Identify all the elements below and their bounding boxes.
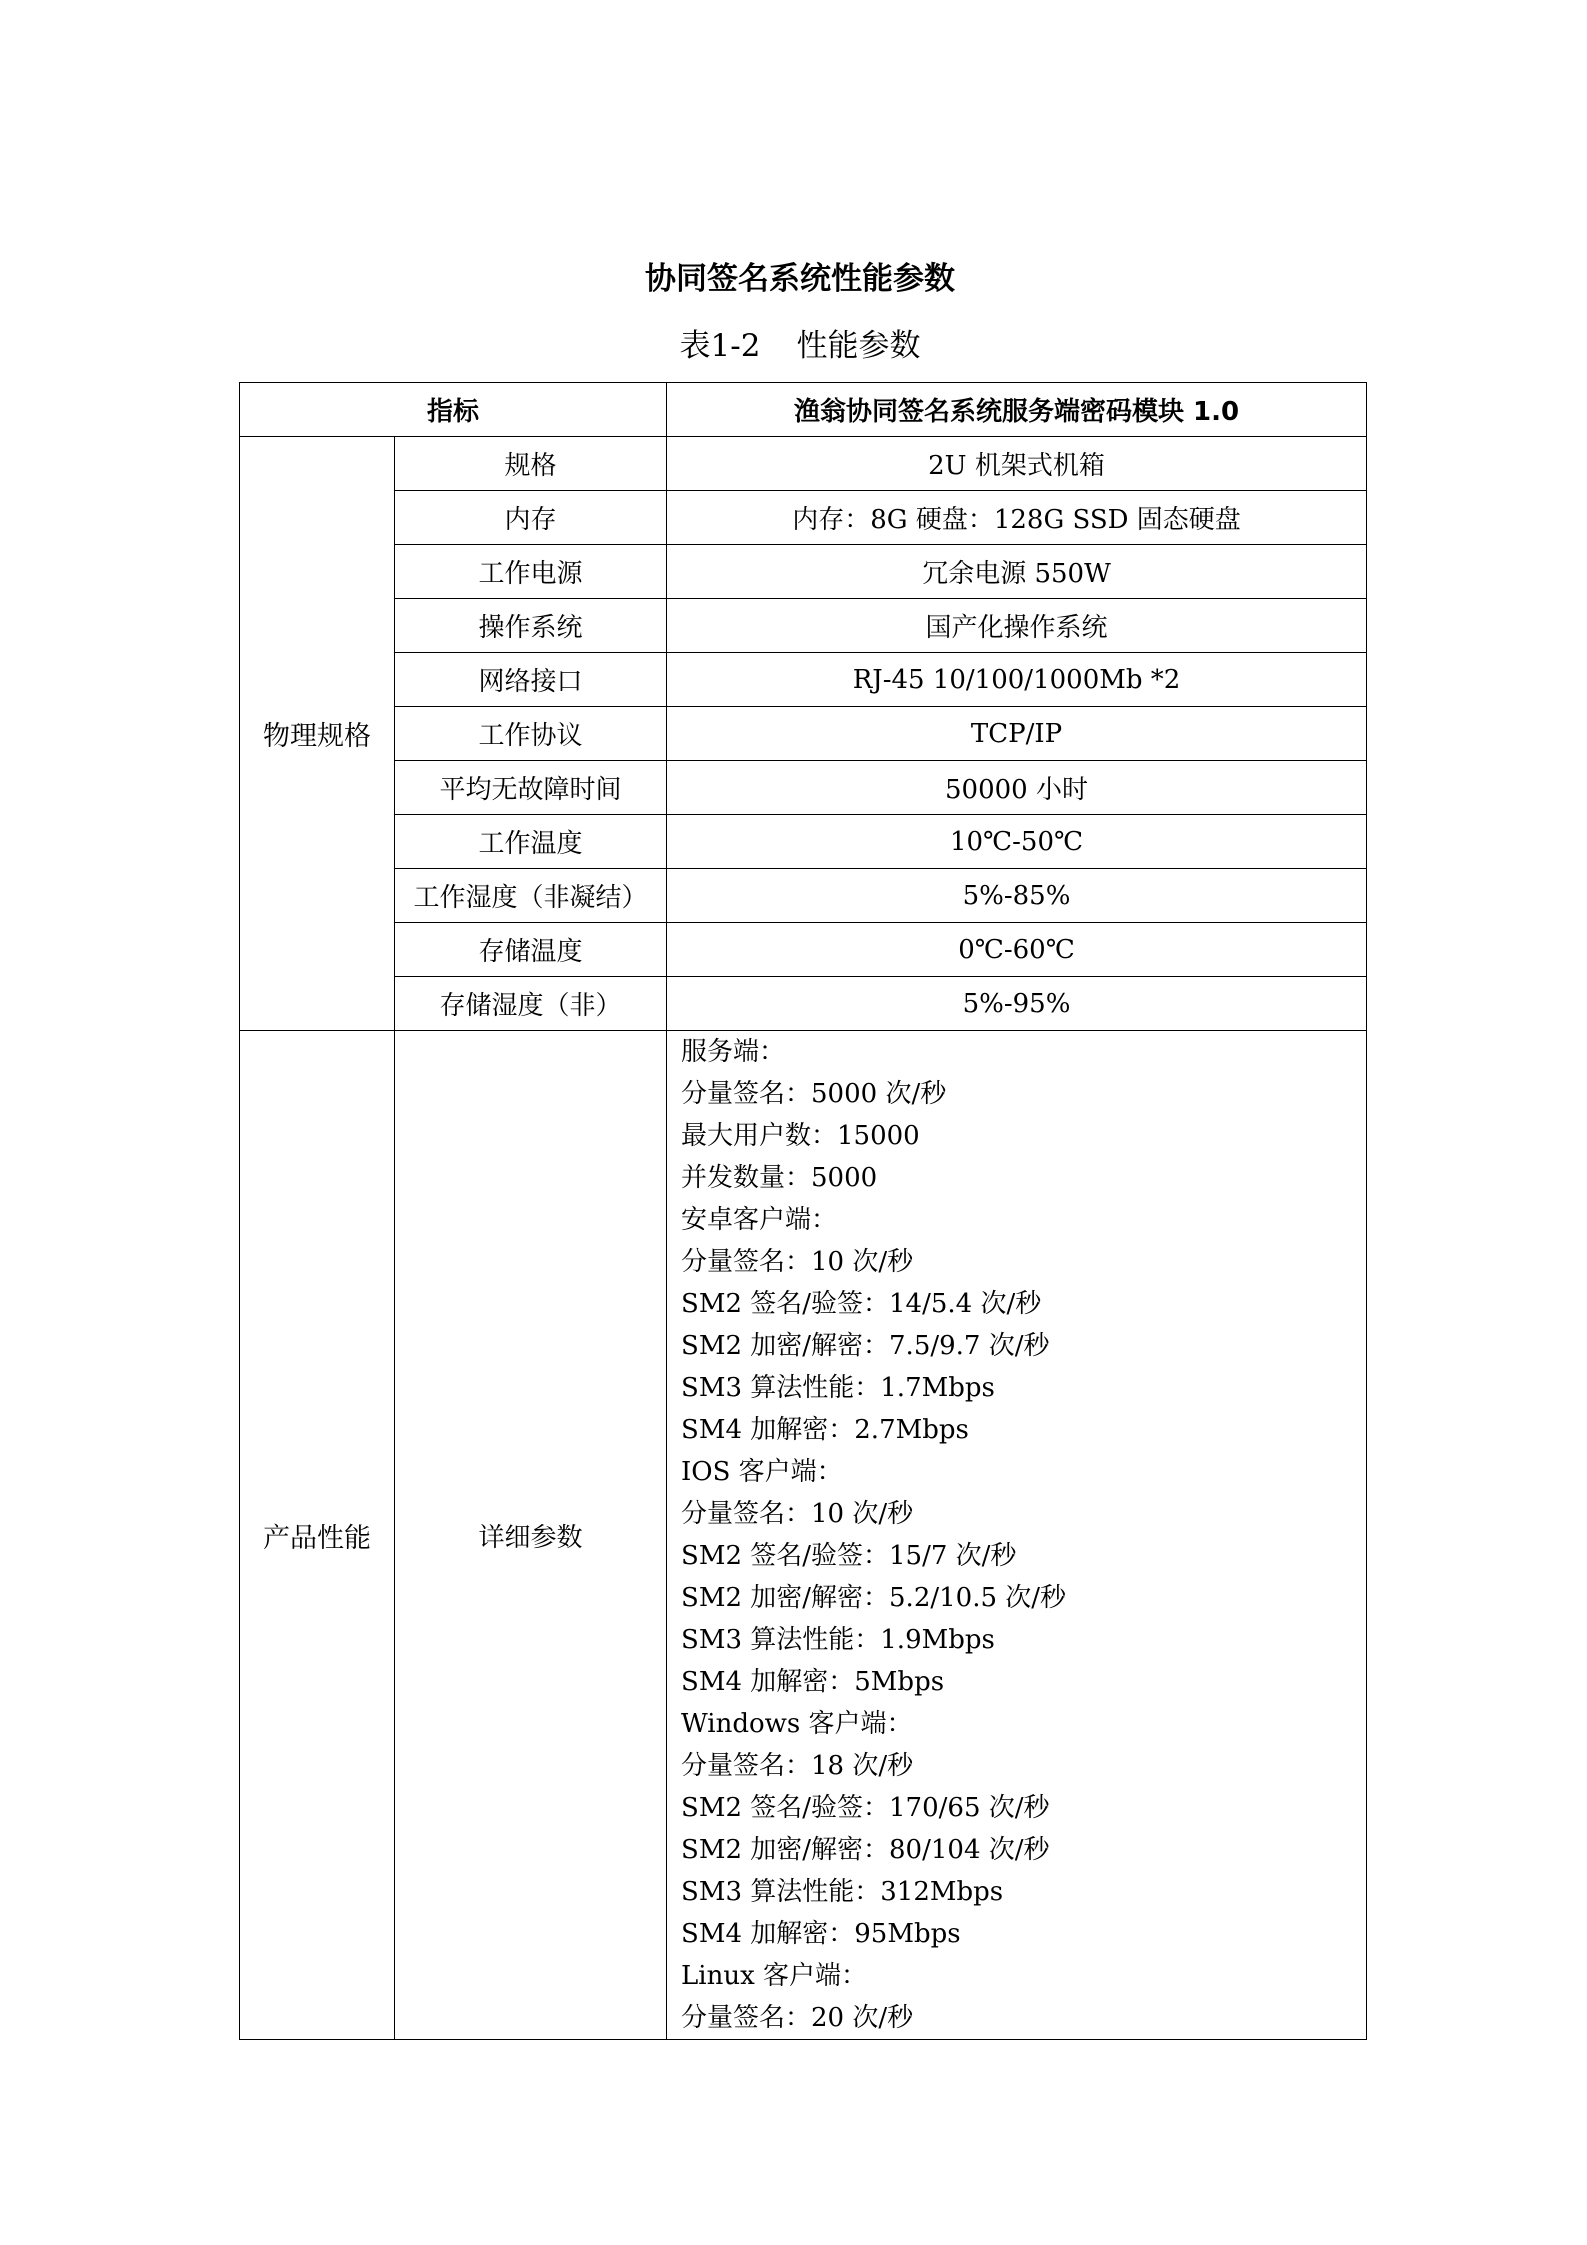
param-value: 5%-95% xyxy=(667,977,1367,1031)
document-title: 协同签名系统性能参数 xyxy=(645,261,955,297)
table-row xyxy=(240,491,1367,545)
table-row xyxy=(240,545,1367,599)
detail-line: 并发数量：5000 xyxy=(681,1163,878,1193)
table-row xyxy=(240,923,1367,977)
param-name: 内存 xyxy=(395,491,667,545)
detail-line: 分量签名：20 次/秒 xyxy=(681,2003,914,2033)
param-name: 工作协议 xyxy=(395,707,667,761)
detail-line: Linux 客户端： xyxy=(681,1961,868,1991)
param-name: 网络接口 xyxy=(395,653,667,707)
detail-line: SM2 加密/解密：80/104 次/秒 xyxy=(681,1835,1050,1865)
table-row xyxy=(240,707,1367,761)
param-name: 存储湿度（非） xyxy=(395,977,667,1031)
detail-params-list xyxy=(681,1031,1366,2039)
table-row xyxy=(240,869,1367,923)
detail-line: 安卓客户端： xyxy=(681,1205,838,1235)
param-name: 存储温度 xyxy=(395,923,667,977)
table-header-row xyxy=(240,383,1367,437)
table-row-performance xyxy=(240,1031,1367,2040)
detail-line: SM3 算法性能：312Mbps xyxy=(681,1877,1004,1907)
table-row xyxy=(240,599,1367,653)
param-name: 工作电源 xyxy=(395,545,667,599)
param-value: 国产化操作系统 xyxy=(667,599,1367,653)
detail-line: SM2 加密/解密：7.5/9.7 次/秒 xyxy=(681,1331,1050,1361)
param-name: 工作湿度（非凝结） xyxy=(395,869,667,923)
param-name: 平均无故障时间 xyxy=(395,761,667,815)
table-caption xyxy=(0,320,1587,365)
param-name: 规格 xyxy=(395,437,667,491)
param-value: 2U 机架式机箱 xyxy=(667,437,1367,491)
detail-line: 分量签名：18 次/秒 xyxy=(681,1751,914,1781)
header-indicator: 指标 xyxy=(240,383,667,437)
table-row xyxy=(240,815,1367,869)
detail-line: IOS 客户端： xyxy=(681,1457,843,1487)
category-physical: 物理规格 xyxy=(240,437,395,1031)
detail-line: SM2 签名/验签：170/65 次/秒 xyxy=(681,1793,1050,1823)
table-row xyxy=(240,761,1367,815)
performance-table xyxy=(239,382,1367,2040)
table-row xyxy=(240,437,1367,491)
detail-line: SM4 加解密：95Mbps xyxy=(681,1919,961,1949)
detail-line: 最大用户数：15000 xyxy=(681,1121,920,1151)
table-number: 表1-2 xyxy=(679,328,761,364)
detail-line: Windows 客户端： xyxy=(681,1709,913,1739)
category-performance: 产品性能 xyxy=(240,1031,395,2040)
detail-line: SM2 签名/验签：15/7 次/秒 xyxy=(681,1541,1017,1571)
param-name: 详细参数 xyxy=(395,1031,667,2040)
param-value: RJ-45 10/100/1000Mb *2 xyxy=(667,653,1367,707)
detail-line: SM3 算法性能：1.9Mbps xyxy=(681,1625,995,1655)
param-value: 0℃-60℃ xyxy=(667,923,1367,977)
detail-params-cell xyxy=(667,1031,1367,2040)
detail-line: SM2 加密/解密：5.2/10.5 次/秒 xyxy=(681,1583,1067,1613)
detail-line: 分量签名：10 次/秒 xyxy=(681,1499,914,1529)
param-value: 10℃-50℃ xyxy=(667,815,1367,869)
detail-line: SM3 算法性能：1.7Mbps xyxy=(681,1373,995,1403)
table-row xyxy=(240,653,1367,707)
detail-line: 分量签名：5000 次/秒 xyxy=(681,1079,947,1109)
table-caption-text: 性能参数 xyxy=(796,328,921,364)
detail-line: SM2 签名/验签：14/5.4 次/秒 xyxy=(681,1289,1042,1319)
param-value: 内存：8G 硬盘：128G SSD 固态硬盘 xyxy=(667,491,1367,545)
detail-line: 分量签名：10 次/秒 xyxy=(681,1247,914,1277)
header-product: 渔翁协同签名系统服务端密码模块 1.0 xyxy=(667,383,1367,437)
param-value: 50000 小时 xyxy=(667,761,1367,815)
param-name: 操作系统 xyxy=(395,599,667,653)
table-row xyxy=(240,977,1367,1031)
detail-line: SM4 加解密：2.7Mbps xyxy=(681,1415,969,1445)
param-value: 冗余电源 550W xyxy=(667,545,1367,599)
detail-line: 服务端： xyxy=(681,1037,786,1067)
param-name: 工作温度 xyxy=(395,815,667,869)
param-value: 5%-85% xyxy=(667,869,1367,923)
detail-line: SM4 加解密：5Mbps xyxy=(681,1667,945,1697)
param-value: TCP/IP xyxy=(667,707,1367,761)
